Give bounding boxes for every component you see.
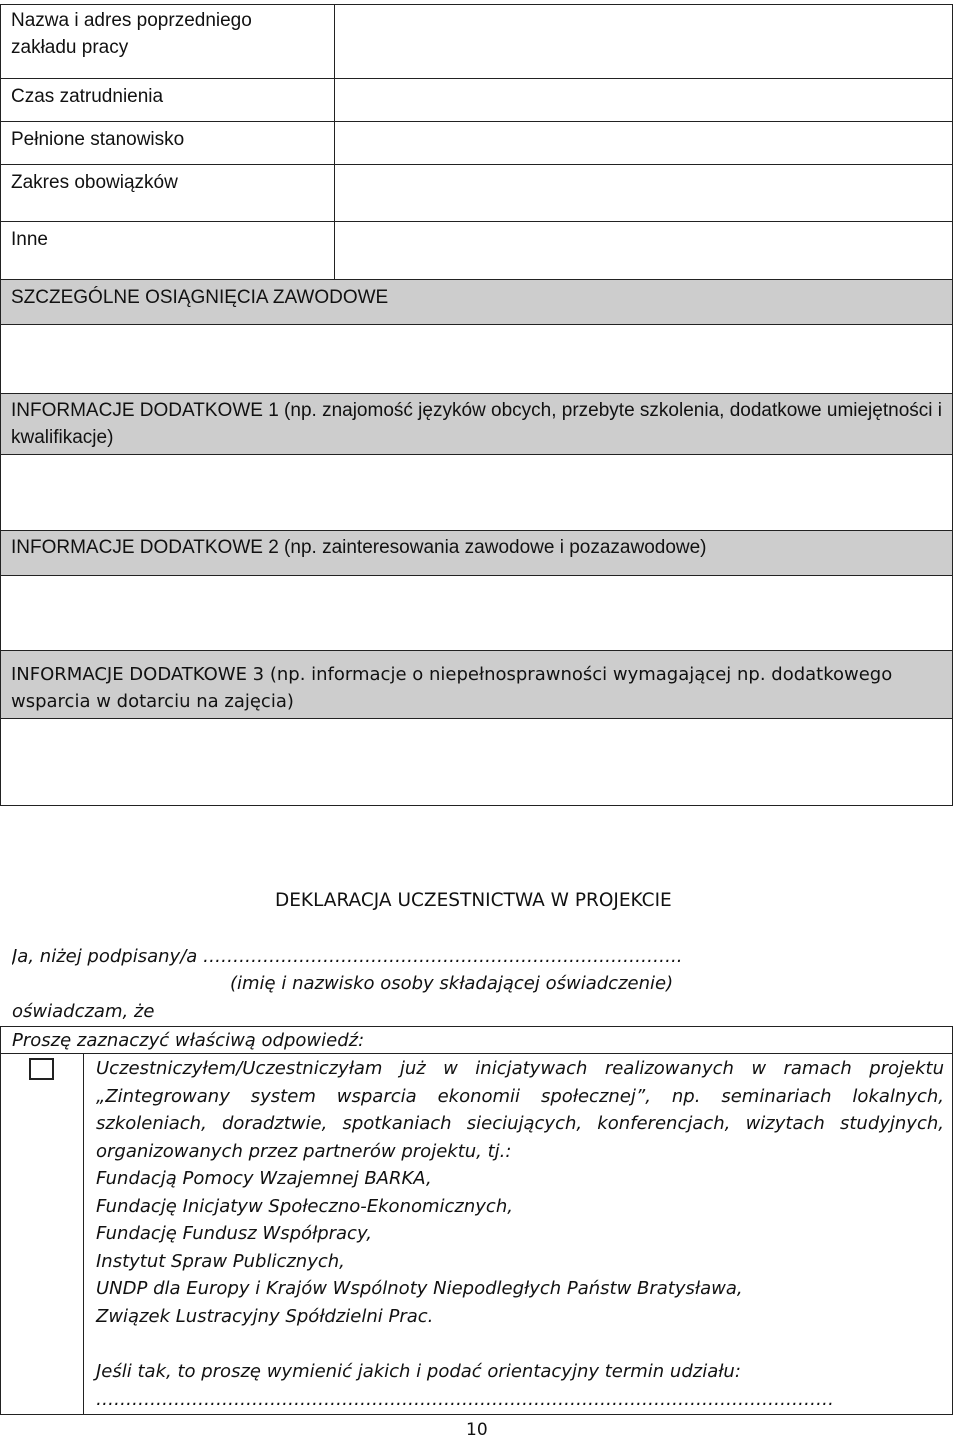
achievements-title: SZCZEGÓLNE OSIĄGNIĘCIA ZAWODOWE bbox=[11, 287, 389, 308]
partner-item: Związek Lustracyjny Spółdzielni Prac. bbox=[96, 1305, 434, 1327]
employment-input-other[interactable] bbox=[334, 221, 953, 280]
section-header-info2 bbox=[0, 530, 953, 576]
employment-row-4 bbox=[0, 164, 335, 222]
employment-row-3 bbox=[0, 121, 335, 165]
page-number: 10 bbox=[466, 1420, 488, 1440]
employment-row-5 bbox=[0, 221, 335, 280]
employment-input-period[interactable] bbox=[334, 78, 953, 122]
employment-row-2 bbox=[0, 78, 335, 122]
employment-label-other: Inne bbox=[11, 229, 48, 250]
section-header-info1 bbox=[0, 393, 953, 455]
info3-title: INFORMACJE DODATKOWE 3 (np. informacje o niepełnosprawności wymagającej np. dodatkowego wsparcia w dotarciu na zajęcia) bbox=[11, 664, 893, 712]
info3-field[interactable] bbox=[0, 718, 953, 806]
followup-question: Jeśli tak, to proszę wymienić jakich i podać orientacyjny termin udziału: bbox=[96, 1361, 741, 1382]
partners-list bbox=[96, 1165, 944, 1330]
partner-item: UNDP dla Europy i Krajów Wspólnoty Niepodległych Państw Bratysława, bbox=[96, 1278, 743, 1299]
info1-field[interactable] bbox=[0, 454, 953, 531]
info2-field[interactable] bbox=[0, 575, 953, 651]
info2-title: INFORMACJE DODATKOWE 2 (np. zainteresowania zawodowe i pozazawodowe) bbox=[11, 537, 707, 558]
section-header-achievements bbox=[0, 279, 953, 325]
partner-item: Fundację Inicjatyw Społeczno-Ekonomicznych, bbox=[96, 1195, 513, 1217]
declaration-declare-line: oświadczam, że bbox=[12, 1001, 155, 1022]
employment-label-name-address: Nazwa i adres poprzedniego zakładu pracy bbox=[11, 10, 252, 58]
section-header-info3 bbox=[0, 650, 953, 719]
followup-answer-dots[interactable]: …………………………………………………………………………………………………………… bbox=[96, 1389, 834, 1410]
partner-item: Fundację Fundusz Współpracy, bbox=[96, 1223, 372, 1244]
partner-item: Fundacją Pomocy Wzajemnej BARKA, bbox=[96, 1168, 432, 1189]
employment-input-duties[interactable] bbox=[334, 164, 953, 222]
declaration-column-separator bbox=[83, 1053, 84, 1414]
achievements-field[interactable] bbox=[0, 324, 953, 394]
employment-label-period: Czas zatrudnienia bbox=[11, 86, 164, 107]
participation-option-text: Uczestniczyłem/Uczestniczyłam już w inicjatywach realizowanych w ramach projektu „Zintegrowany system wsparcia ekonomii społecznej”, np. seminariach lokalnych, szkoleniach, doradztwie, spotkaniach sieciujących, konferencjach, wizytach studyjnych, organizowanych przez partnerów projektu, tj.: bbox=[96, 1058, 944, 1162]
participation-checkbox[interactable] bbox=[29, 1058, 54, 1080]
declaration-name-hint: (imię i nazwisko osoby składającej oświadczenie) bbox=[230, 973, 674, 994]
employment-input-name-address[interactable] bbox=[334, 4, 953, 79]
employment-row-1 bbox=[0, 4, 335, 79]
declaration-signed-line: Ja, niżej podpisany/a …………………………………………………………………….. bbox=[12, 946, 683, 967]
partner-item: Instytut Spraw Publicznych, bbox=[96, 1250, 345, 1272]
info1-title: INFORMACJE DODATKOWE 1 (np. znajomość języków obcych, przebyte szkolenia, dodatkowe umiejętności i kwalifikacje) bbox=[11, 400, 942, 448]
declaration-prompt: Proszę zaznaczyć właściwą odpowiedź: bbox=[12, 1030, 365, 1051]
declaration-title: DEKLARACJA UCZESTNICTWA W PROJEKCIE bbox=[275, 890, 672, 911]
employment-label-duties: Zakres obowiązków bbox=[11, 172, 178, 193]
employment-input-position[interactable] bbox=[334, 121, 953, 165]
employment-label-position: Pełnione stanowisko bbox=[11, 129, 185, 150]
